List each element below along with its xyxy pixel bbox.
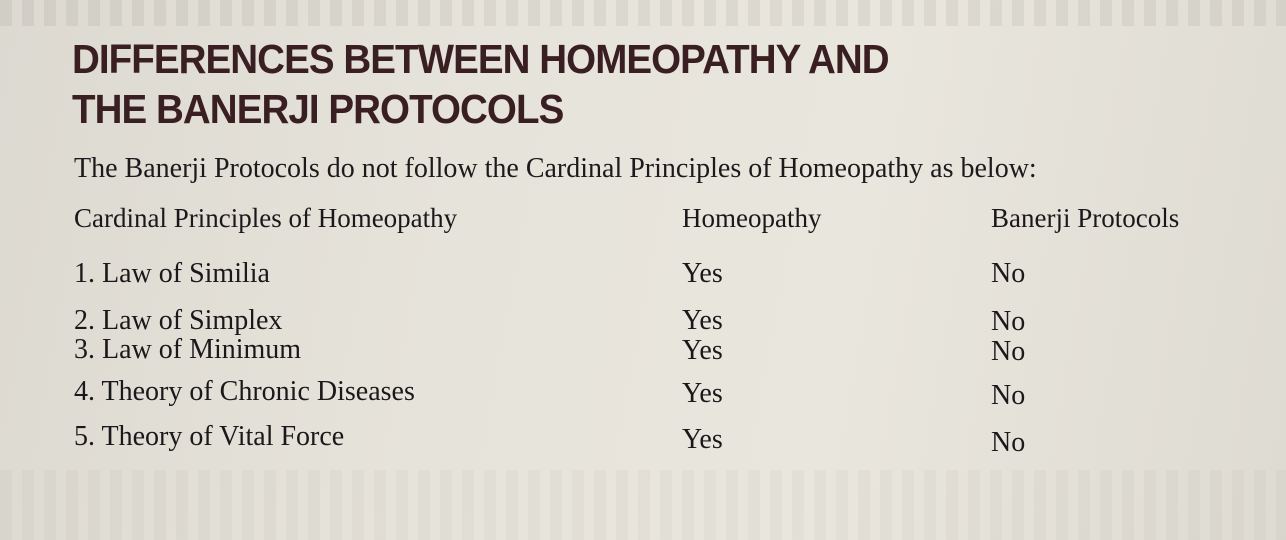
homeopathy-cell: Yes (682, 424, 723, 455)
principle-cell: 2. Law of Simplex (74, 305, 283, 336)
banerji-cell: No (991, 258, 1026, 289)
principle-cell: 5. Theory of Vital Force (74, 421, 345, 452)
principle-cell: 4. Theory of Chronic Diseases (74, 376, 415, 407)
heading-line-2: THE BANERJI PROTOCOLS (72, 86, 564, 132)
homeopathy-cell: Yes (682, 378, 723, 409)
homeopathy-cell: Yes (682, 258, 723, 289)
homeopathy-cell: Yes (682, 335, 723, 366)
banerji-cell: No (991, 427, 1026, 458)
column-header-banerji: Banerji Protocols (991, 203, 1180, 233)
banerji-cell: No (991, 306, 1026, 337)
show-through-text-bottom (0, 470, 1286, 540)
section-heading (72, 34, 889, 134)
banerji-cell: No (991, 380, 1026, 411)
intro-sentence: The Banerji Protocols do not follow the Cardinal Principles of Homeopathy as below: (74, 153, 1037, 184)
principle-cell: 3. Law of Minimum (74, 334, 302, 365)
column-header-principles: Cardinal Principles of Homeopathy (74, 203, 458, 233)
show-through-text-top (0, 0, 1286, 26)
principle-cell: 1. Law of Similia (74, 258, 270, 289)
homeopathy-cell: Yes (682, 305, 723, 336)
banerji-cell: No (991, 336, 1026, 367)
column-header-homeopathy: Homeopathy (682, 203, 822, 233)
heading-line-1: DIFFERENCES BETWEEN HOMEOPATHY AND (72, 36, 889, 82)
